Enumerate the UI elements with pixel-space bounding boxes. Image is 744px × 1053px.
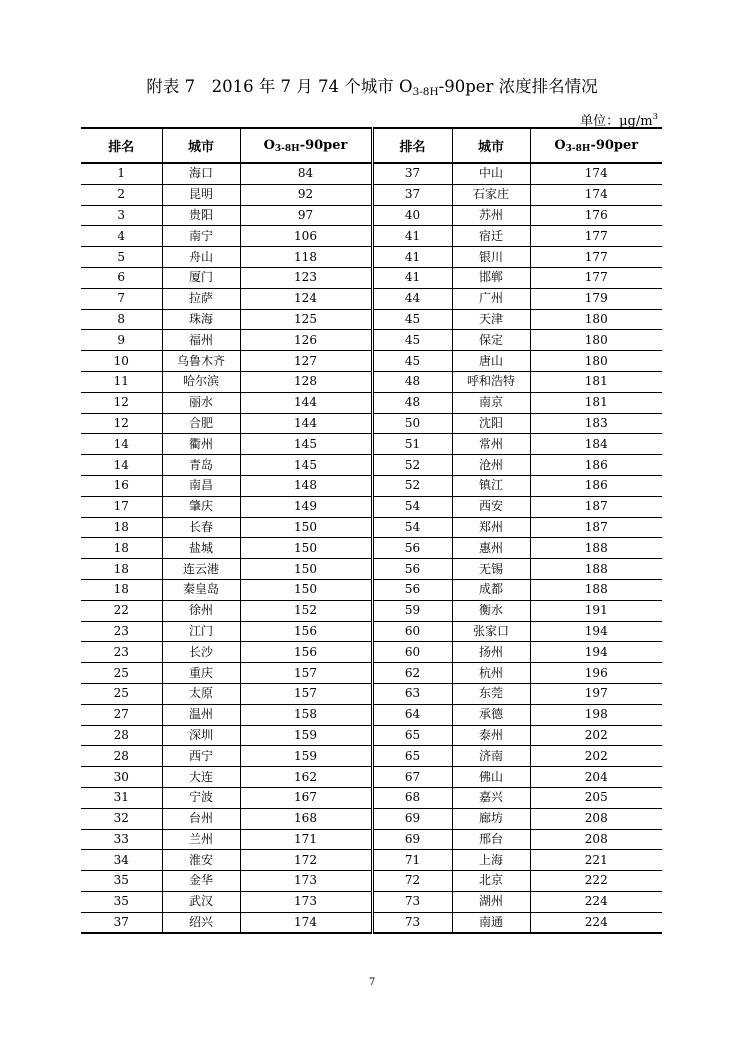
cell-city-left: 淮安 [162, 850, 240, 871]
table-row [81, 891, 662, 912]
cell-city-left: 丽水 [162, 392, 240, 413]
cell-city-left: 温州 [162, 704, 240, 725]
cell-value-right: 180 [530, 351, 662, 372]
cell-value-left: 150 [240, 538, 372, 559]
cell-value-left: 156 [240, 621, 372, 642]
table-row [81, 455, 662, 476]
table-row [81, 600, 662, 621]
cell-value-right: 188 [530, 559, 662, 580]
cell-rank-right: 64 [372, 704, 452, 725]
table-row [81, 163, 662, 184]
cell-city-left: 衢州 [162, 434, 240, 455]
cell-rank-left: 33 [81, 829, 162, 850]
cell-value-right: 186 [530, 455, 662, 476]
table-row [81, 330, 662, 351]
cell-rank-left: 22 [81, 600, 162, 621]
cell-value-left: 159 [240, 725, 372, 746]
cell-rank-left: 14 [81, 434, 162, 455]
table-row [81, 309, 662, 330]
cell-rank-right: 73 [372, 891, 452, 912]
cell-city-right: 扬州 [452, 642, 530, 663]
cell-rank-right: 63 [372, 683, 452, 704]
cell-value-left: 158 [240, 704, 372, 725]
cell-rank-right: 67 [372, 767, 452, 788]
table-row [81, 808, 662, 829]
cell-value-left: 128 [240, 371, 372, 392]
cell-rank-left: 1 [81, 163, 162, 184]
cell-city-left: 连云港 [162, 559, 240, 580]
cell-rank-right: 62 [372, 663, 452, 684]
cell-city-right: 泰州 [452, 725, 530, 746]
cell-rank-right: 41 [372, 226, 452, 247]
header-city-left: 城市 [162, 128, 240, 163]
cell-rank-left: 30 [81, 767, 162, 788]
cell-city-left: 南昌 [162, 475, 240, 496]
header-value-main: O [263, 137, 275, 153]
cell-city-right: 沈阳 [452, 413, 530, 434]
cell-value-right: 205 [530, 787, 662, 808]
cell-city-left: 贵阳 [162, 205, 240, 226]
table-row [81, 683, 662, 704]
cell-value-right: 187 [530, 517, 662, 538]
page-title [0, 77, 744, 102]
cell-rank-right: 54 [372, 517, 452, 538]
table-row [81, 413, 662, 434]
cell-rank-left: 35 [81, 891, 162, 912]
cell-value-left: 97 [240, 205, 372, 226]
table-row [81, 787, 662, 808]
cell-rank-left: 16 [81, 475, 162, 496]
cell-value-right: 202 [530, 725, 662, 746]
cell-city-right: 宿迁 [452, 226, 530, 247]
cell-value-right: 186 [530, 475, 662, 496]
cell-rank-left: 5 [81, 247, 162, 268]
unit-superscript: 3 [652, 112, 658, 122]
table-row [81, 912, 662, 933]
cell-rank-left: 35 [81, 871, 162, 892]
cell-value-right: 224 [530, 891, 662, 912]
cell-city-left: 江门 [162, 621, 240, 642]
cell-rank-right: 45 [372, 330, 452, 351]
cell-value-left: 144 [240, 392, 372, 413]
cell-rank-left: 12 [81, 413, 162, 434]
cell-rank-left: 25 [81, 683, 162, 704]
cell-rank-left: 18 [81, 538, 162, 559]
table-row [81, 351, 662, 372]
cell-value-right: 198 [530, 704, 662, 725]
cell-rank-left: 23 [81, 642, 162, 663]
cell-rank-right: 44 [372, 288, 452, 309]
cell-value-left: 144 [240, 413, 372, 434]
cell-rank-left: 7 [81, 288, 162, 309]
cell-city-right: 承德 [452, 704, 530, 725]
cell-rank-left: 11 [81, 371, 162, 392]
table-row [81, 725, 662, 746]
cell-value-left: 159 [240, 746, 372, 767]
cell-city-right: 呼和浩特 [452, 371, 530, 392]
header-value-main: O [554, 137, 566, 153]
cell-city-left: 珠海 [162, 309, 240, 330]
cell-value-right: 196 [530, 663, 662, 684]
cell-city-right: 成都 [452, 579, 530, 600]
cell-value-left: 174 [240, 912, 372, 933]
header-city-right: 城市 [452, 128, 530, 163]
cell-rank-right: 45 [372, 351, 452, 372]
cell-value-left: 167 [240, 787, 372, 808]
cell-value-left: 123 [240, 267, 372, 288]
cell-rank-left: 27 [81, 704, 162, 725]
cell-city-right: 天津 [452, 309, 530, 330]
cell-value-left: 84 [240, 163, 372, 184]
cell-rank-right: 56 [372, 538, 452, 559]
table-row [81, 288, 662, 309]
cell-value-right: 177 [530, 247, 662, 268]
cell-city-right: 邢台 [452, 829, 530, 850]
cell-value-right: 197 [530, 683, 662, 704]
cell-value-right: 176 [530, 205, 662, 226]
table-row [81, 392, 662, 413]
cell-value-left: 173 [240, 871, 372, 892]
cell-city-left: 兰州 [162, 829, 240, 850]
table-row [81, 184, 662, 205]
cell-rank-right: 37 [372, 184, 452, 205]
cell-rank-left: 17 [81, 496, 162, 517]
cell-city-left: 南宁 [162, 226, 240, 247]
title-prefix: 附表 7 2016 年 7 月 74 个城市 O [146, 77, 413, 96]
cell-city-left: 拉萨 [162, 288, 240, 309]
title-subscript: 3-8H [412, 86, 439, 98]
cell-value-left: 172 [240, 850, 372, 871]
table-row [81, 371, 662, 392]
cell-city-left: 重庆 [162, 663, 240, 684]
cell-rank-right: 48 [372, 371, 452, 392]
cell-city-left: 绍兴 [162, 912, 240, 933]
cell-value-right: 184 [530, 434, 662, 455]
table-row [81, 579, 662, 600]
cell-city-left: 徐州 [162, 600, 240, 621]
cell-city-right: 中山 [452, 163, 530, 184]
header-rank-right: 排名 [372, 128, 452, 163]
cell-rank-right: 60 [372, 621, 452, 642]
cell-city-right: 南通 [452, 912, 530, 933]
table-body [81, 163, 662, 933]
cell-city-left: 盐城 [162, 538, 240, 559]
cell-city-right: 常州 [452, 434, 530, 455]
cell-rank-left: 34 [81, 850, 162, 871]
cell-value-left: 157 [240, 663, 372, 684]
cell-city-right: 广州 [452, 288, 530, 309]
table-header [81, 128, 662, 163]
cell-rank-right: 40 [372, 205, 452, 226]
cell-value-left: 118 [240, 247, 372, 268]
cell-value-right: 187 [530, 496, 662, 517]
page-number: 7 [368, 977, 376, 988]
cell-rank-left: 10 [81, 351, 162, 372]
cell-city-right: 廊坊 [452, 808, 530, 829]
cell-rank-right: 54 [372, 496, 452, 517]
cell-value-right: 177 [530, 226, 662, 247]
cell-value-right: 181 [530, 392, 662, 413]
cell-value-left: 173 [240, 891, 372, 912]
cell-city-right: 衡水 [452, 600, 530, 621]
cell-value-right: 183 [530, 413, 662, 434]
cell-city-right: 张家口 [452, 621, 530, 642]
cell-value-right: 188 [530, 579, 662, 600]
cell-value-right: 174 [530, 184, 662, 205]
cell-value-left: 145 [240, 434, 372, 455]
cell-value-right: 174 [530, 163, 662, 184]
cell-rank-left: 25 [81, 663, 162, 684]
cell-value-right: 222 [530, 871, 662, 892]
table-row [81, 559, 662, 580]
header-value-suffix: -90per [590, 137, 639, 153]
cell-value-right: 180 [530, 309, 662, 330]
cell-value-left: 168 [240, 808, 372, 829]
cell-rank-right: 56 [372, 559, 452, 580]
cell-value-left: 124 [240, 288, 372, 309]
cell-city-left: 哈尔滨 [162, 371, 240, 392]
cell-rank-right: 72 [372, 871, 452, 892]
unit-text: 单位：μg/m [580, 114, 653, 129]
cell-city-right: 济南 [452, 746, 530, 767]
cell-rank-right: 65 [372, 746, 452, 767]
cell-city-right: 唐山 [452, 351, 530, 372]
title-suffix: -90per 浓度排名情况 [438, 77, 598, 96]
cell-city-left: 西宁 [162, 746, 240, 767]
header-rank-left: 排名 [81, 128, 162, 163]
cell-rank-right: 59 [372, 600, 452, 621]
header-row [81, 128, 662, 163]
cell-rank-left: 31 [81, 787, 162, 808]
cell-city-left: 海口 [162, 163, 240, 184]
cell-rank-right: 45 [372, 309, 452, 330]
cell-city-right: 郑州 [452, 517, 530, 538]
cell-value-left: 150 [240, 579, 372, 600]
cell-rank-right: 69 [372, 808, 452, 829]
header-value-suffix: -90per [299, 137, 348, 153]
cell-value-left: 152 [240, 600, 372, 621]
table-row [81, 642, 662, 663]
cell-rank-right: 60 [372, 642, 452, 663]
cell-rank-left: 8 [81, 309, 162, 330]
cell-city-right: 湖州 [452, 891, 530, 912]
cell-value-right: 180 [530, 330, 662, 351]
cell-value-left: 92 [240, 184, 372, 205]
table-row [81, 538, 662, 559]
cell-value-left: 127 [240, 351, 372, 372]
table-row [81, 434, 662, 455]
cell-value-right: 188 [530, 538, 662, 559]
table-row [81, 663, 662, 684]
cell-city-right: 嘉兴 [452, 787, 530, 808]
cell-value-right: 224 [530, 912, 662, 933]
cell-value-left: 125 [240, 309, 372, 330]
cell-city-right: 东莞 [452, 683, 530, 704]
cell-city-right: 上海 [452, 850, 530, 871]
table-row [81, 871, 662, 892]
cell-city-left: 肇庆 [162, 496, 240, 517]
cell-value-left: 171 [240, 829, 372, 850]
cell-city-right: 惠州 [452, 538, 530, 559]
cell-city-left: 大连 [162, 767, 240, 788]
cell-value-left: 106 [240, 226, 372, 247]
cell-city-left: 福州 [162, 330, 240, 351]
header-value-sub: 3-8H [565, 143, 591, 154]
table-row [81, 475, 662, 496]
cell-city-right: 邯郸 [452, 267, 530, 288]
cell-rank-left: 3 [81, 205, 162, 226]
cell-value-left: 150 [240, 517, 372, 538]
cell-city-right: 镇江 [452, 475, 530, 496]
cell-rank-left: 18 [81, 517, 162, 538]
cell-city-left: 太原 [162, 683, 240, 704]
cell-rank-left: 23 [81, 621, 162, 642]
cell-city-right: 银川 [452, 247, 530, 268]
cell-value-right: 221 [530, 850, 662, 871]
cell-rank-right: 52 [372, 475, 452, 496]
cell-value-left: 145 [240, 455, 372, 476]
cell-rank-right: 50 [372, 413, 452, 434]
table-row [81, 704, 662, 725]
ranking-table [81, 127, 662, 934]
cell-rank-right: 71 [372, 850, 452, 871]
table-row [81, 247, 662, 268]
cell-rank-left: 6 [81, 267, 162, 288]
cell-rank-right: 37 [372, 163, 452, 184]
cell-rank-left: 28 [81, 746, 162, 767]
table-row [81, 746, 662, 767]
cell-value-left: 148 [240, 475, 372, 496]
cell-rank-left: 18 [81, 579, 162, 600]
cell-rank-right: 52 [372, 455, 452, 476]
cell-city-left: 舟山 [162, 247, 240, 268]
table-row [81, 850, 662, 871]
table-row [81, 517, 662, 538]
cell-value-right: 191 [530, 600, 662, 621]
cell-value-left: 150 [240, 559, 372, 580]
cell-rank-right: 48 [372, 392, 452, 413]
cell-city-left: 合肥 [162, 413, 240, 434]
cell-city-left: 宁波 [162, 787, 240, 808]
cell-value-left: 126 [240, 330, 372, 351]
cell-city-left: 深圳 [162, 725, 240, 746]
cell-value-right: 194 [530, 642, 662, 663]
cell-rank-left: 4 [81, 226, 162, 247]
cell-rank-left: 14 [81, 455, 162, 476]
cell-value-right: 181 [530, 371, 662, 392]
table-row [81, 767, 662, 788]
header-value-right [530, 128, 662, 163]
cell-city-right: 无锡 [452, 559, 530, 580]
cell-rank-right: 41 [372, 267, 452, 288]
cell-rank-left: 28 [81, 725, 162, 746]
cell-value-right: 177 [530, 267, 662, 288]
cell-value-left: 149 [240, 496, 372, 517]
cell-city-right: 杭州 [452, 663, 530, 684]
table-row [81, 496, 662, 517]
cell-rank-left: 32 [81, 808, 162, 829]
cell-value-right: 179 [530, 288, 662, 309]
cell-city-left: 厦门 [162, 267, 240, 288]
cell-value-left: 156 [240, 642, 372, 663]
cell-rank-right: 41 [372, 247, 452, 268]
cell-rank-right: 56 [372, 579, 452, 600]
cell-city-right: 北京 [452, 871, 530, 892]
table-row [81, 829, 662, 850]
cell-city-right: 保定 [452, 330, 530, 351]
cell-city-right: 苏州 [452, 205, 530, 226]
cell-value-right: 208 [530, 808, 662, 829]
header-value-sub: 3-8H [274, 143, 300, 154]
cell-city-left: 台州 [162, 808, 240, 829]
cell-city-left: 长沙 [162, 642, 240, 663]
cell-city-left: 长春 [162, 517, 240, 538]
cell-city-right: 南京 [452, 392, 530, 413]
cell-city-right: 西安 [452, 496, 530, 517]
table-row [81, 226, 662, 247]
cell-rank-right: 73 [372, 912, 452, 933]
header-value-left [240, 128, 372, 163]
cell-value-right: 194 [530, 621, 662, 642]
cell-rank-left: 12 [81, 392, 162, 413]
cell-value-left: 162 [240, 767, 372, 788]
cell-city-left: 武汉 [162, 891, 240, 912]
cell-city-right: 沧州 [452, 455, 530, 476]
cell-value-right: 208 [530, 829, 662, 850]
cell-rank-left: 9 [81, 330, 162, 351]
cell-value-right: 202 [530, 746, 662, 767]
cell-rank-right: 51 [372, 434, 452, 455]
cell-city-left: 秦皇岛 [162, 579, 240, 600]
cell-value-left: 157 [240, 683, 372, 704]
table-row [81, 621, 662, 642]
cell-city-left: 乌鲁木齐 [162, 351, 240, 372]
cell-city-right: 石家庄 [452, 184, 530, 205]
cell-rank-left: 18 [81, 559, 162, 580]
cell-rank-left: 37 [81, 912, 162, 933]
cell-city-left: 青岛 [162, 455, 240, 476]
cell-rank-right: 65 [372, 725, 452, 746]
table-row [81, 267, 662, 288]
cell-rank-right: 69 [372, 829, 452, 850]
cell-city-left: 金华 [162, 871, 240, 892]
cell-city-left: 昆明 [162, 184, 240, 205]
cell-rank-left: 2 [81, 184, 162, 205]
table-row [81, 205, 662, 226]
cell-rank-right: 68 [372, 787, 452, 808]
cell-value-right: 204 [530, 767, 662, 788]
cell-city-right: 佛山 [452, 767, 530, 788]
